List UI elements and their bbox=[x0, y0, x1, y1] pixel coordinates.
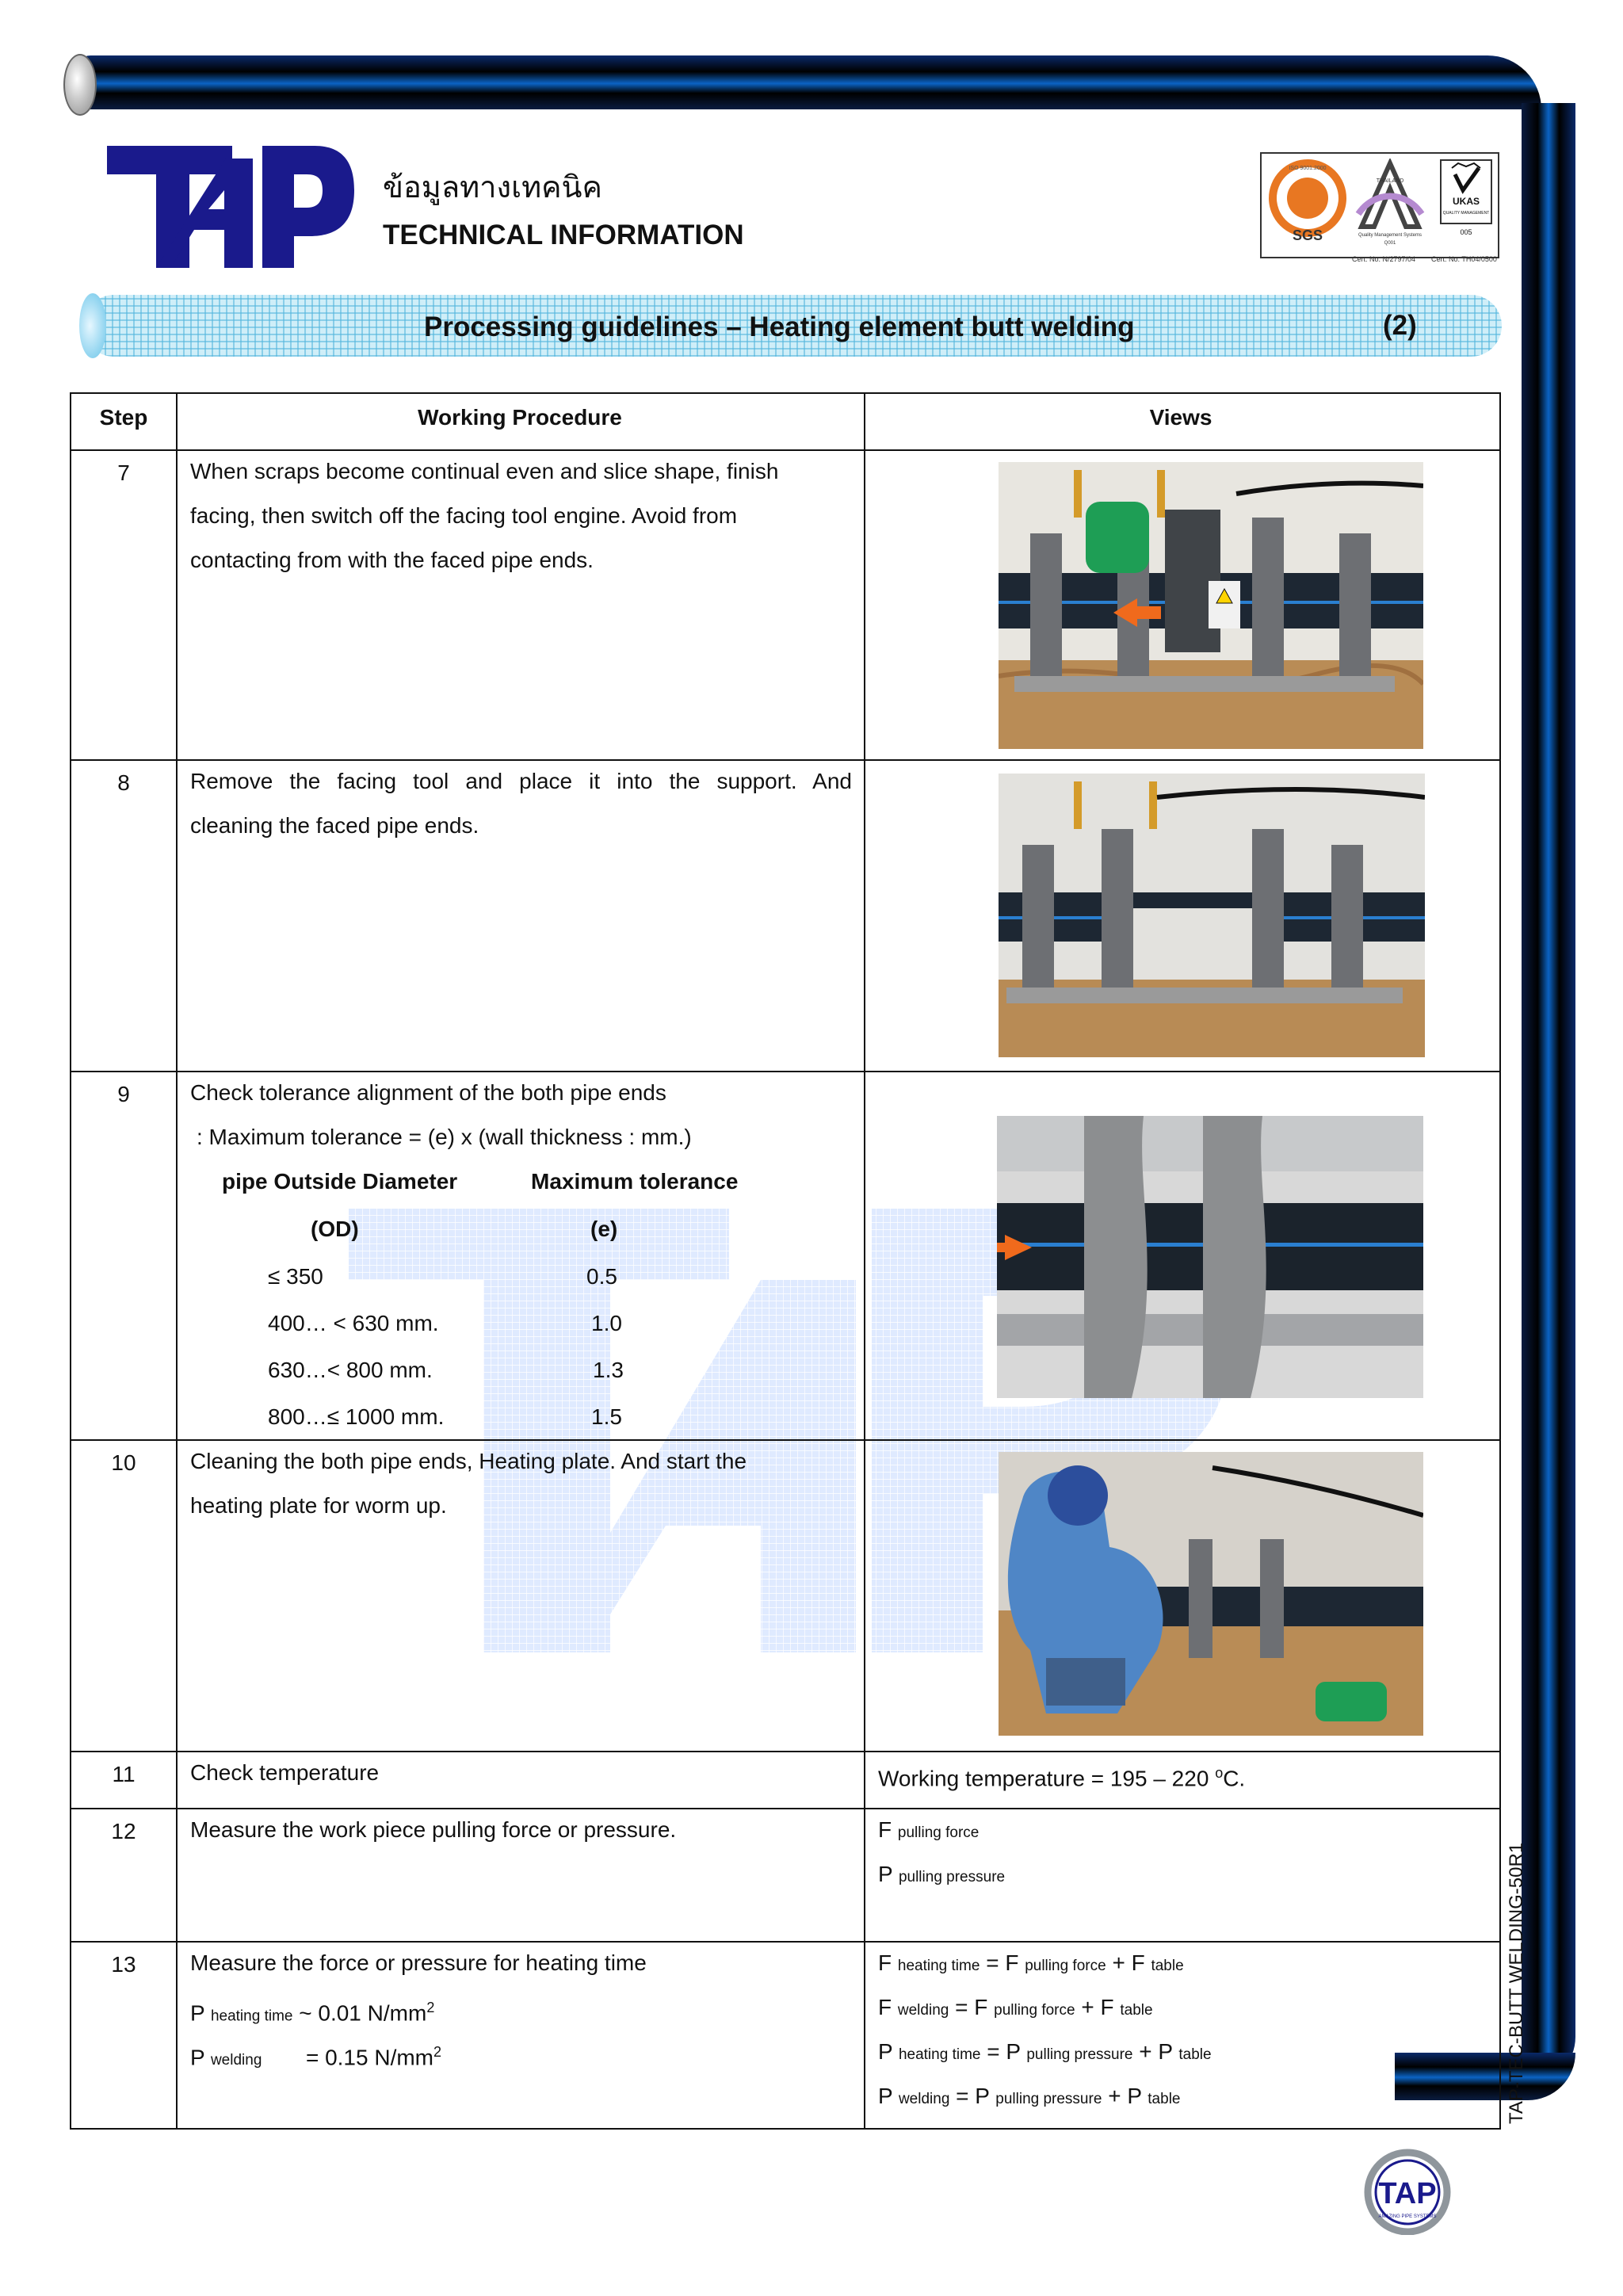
banner-end-cap bbox=[79, 293, 106, 358]
procedure-text: Check temperature bbox=[190, 1760, 380, 1785]
frame-right-bar bbox=[1522, 103, 1575, 2084]
svg-text:SGS: SGS bbox=[1292, 227, 1323, 243]
working-temperature: Working temperature = 195 – 220 $^o$C. bbox=[878, 1765, 1246, 1791]
svg-text:AMAZING PIPE SYSTEMS: AMAZING PIPE SYSTEMS bbox=[1378, 2214, 1437, 2219]
step-number: 12 bbox=[111, 1819, 136, 1843]
header-step: Step bbox=[99, 405, 148, 430]
formula-f-heating: F heating time = F pulling force + F table bbox=[878, 1950, 1184, 1975]
tolerance-header-e: Maximum tolerance bbox=[531, 1169, 739, 1194]
photo-worker-heating-plate bbox=[999, 1452, 1423, 1736]
svg-text:005: 005 bbox=[1460, 228, 1472, 236]
photo-facing-tool-removed bbox=[999, 774, 1425, 1057]
banner-title: Processing guidelines – Heating element butt welding bbox=[424, 311, 1135, 342]
header-views: Views bbox=[1149, 405, 1212, 430]
certification-logos bbox=[1260, 152, 1499, 258]
procedure-text: Cleaning the both pipe ends, Heating plate. And start the heating plate for worm up. bbox=[190, 1449, 747, 1518]
formula-f-welding: F welding = F pulling force + F table bbox=[878, 1995, 1153, 2019]
tolerance-header-od: pipe Outside Diameter bbox=[222, 1169, 458, 1194]
tolerance-e: 1.3 bbox=[593, 1358, 624, 1382]
tolerance-header-od-abbr: (OD) bbox=[311, 1217, 359, 1241]
tolerance-od: 630…< 800 mm. bbox=[268, 1358, 433, 1382]
heating-time-pressure: P heating time ~ 0.01 $N/mm^2$ bbox=[190, 2000, 435, 2026]
english-title: TECHNICAL INFORMATION bbox=[383, 220, 744, 250]
step-number: 10 bbox=[111, 1450, 136, 1475]
tolerance-e: 1.5 bbox=[591, 1404, 622, 1429]
tolerance-od: 400… < 630 mm. bbox=[268, 1311, 439, 1335]
header-procedure: Working Procedure bbox=[418, 405, 622, 430]
procedure-text: Measure the work piece pulling force or pressure. bbox=[190, 1817, 677, 1842]
procedure-text: Measure the force or pressure for heating time bbox=[190, 1950, 647, 1975]
step-number: 9 bbox=[117, 1082, 130, 1106]
column-divider bbox=[176, 394, 178, 2128]
footer-tap-logo bbox=[1357, 2148, 1458, 2235]
thailand-qms-logo bbox=[1350, 159, 1430, 246]
svg-text:Quality Management Systems: Quality Management Systems bbox=[1358, 233, 1423, 238]
pulling-pressure-label: P pulling pressure bbox=[878, 1862, 1006, 1886]
ukas-logo bbox=[1438, 159, 1495, 246]
svg-text:TAP: TAP bbox=[1378, 2177, 1437, 2210]
svg-text:UKAS: UKAS bbox=[1452, 196, 1480, 207]
pulling-force-label: F pulling force bbox=[878, 1817, 980, 1842]
tolerance-header-e-abbr: (e) bbox=[590, 1217, 618, 1241]
tolerance-e: 0.5 bbox=[586, 1264, 617, 1289]
step-number: 11 bbox=[112, 1762, 136, 1786]
step-number: 7 bbox=[117, 460, 130, 485]
cert-number-1: Cert. No. N/2797/04 bbox=[1352, 255, 1416, 263]
photo-facing-tool bbox=[999, 462, 1423, 749]
tolerance-od: 800…≤ 1000 mm. bbox=[268, 1404, 445, 1429]
sgs-iso-logo bbox=[1266, 159, 1349, 246]
tolerance-od: ≤ 350 bbox=[268, 1264, 323, 1289]
formula-p-welding: P welding = P pulling pressure + P table bbox=[878, 2084, 1181, 2108]
procedure-table bbox=[70, 392, 1501, 2130]
welding-pressure: P welding = 0.15 $N/mm^2$ bbox=[190, 2044, 442, 2070]
procedure-text: Check tolerance alignment of the both pipe ends : Maximum tolerance = (e) x (wall thickness : mm.) bbox=[190, 1080, 692, 1149]
svg-text:ISO 9001:2000: ISO 9001:2000 bbox=[1289, 166, 1327, 171]
formula-p-heating: P heating time = P pulling pressure + P table bbox=[878, 2039, 1212, 2064]
step-number: 13 bbox=[111, 1952, 136, 1977]
frame-end-cap bbox=[63, 54, 97, 116]
svg-text:Q001: Q001 bbox=[1384, 241, 1396, 246]
tolerance-e: 1.0 bbox=[591, 1311, 622, 1335]
svg-text:THAILAND: THAILAND bbox=[1376, 178, 1404, 184]
cert-number-2: Cert. No. TH04/0500 bbox=[1431, 255, 1497, 263]
photo-alignment-check bbox=[997, 1116, 1423, 1398]
tap-logo bbox=[107, 143, 354, 268]
banner-page-number: (2) bbox=[1383, 310, 1417, 341]
procedure-text: When scraps become continual even and slice shape, finish facing, then switch off the facing tool engine. Avoid from contacting from with the faced pipe ends. bbox=[190, 459, 779, 572]
svg-text:QUALITY MANAGEMENT: QUALITY MANAGEMENT bbox=[1442, 211, 1490, 216]
thai-title: ข้อมูลทางเทคนิค bbox=[383, 170, 602, 204]
step-number: 8 bbox=[117, 770, 130, 795]
column-divider bbox=[864, 394, 865, 2128]
document-code: TAP-TEC-BUTT WELDING-50R1 bbox=[1506, 1842, 1527, 2124]
procedure-text: Remove the facing tool and place it into the support. And cleaning the faced pipe ends. bbox=[190, 769, 852, 838]
frame-top-bar bbox=[75, 55, 1541, 109]
